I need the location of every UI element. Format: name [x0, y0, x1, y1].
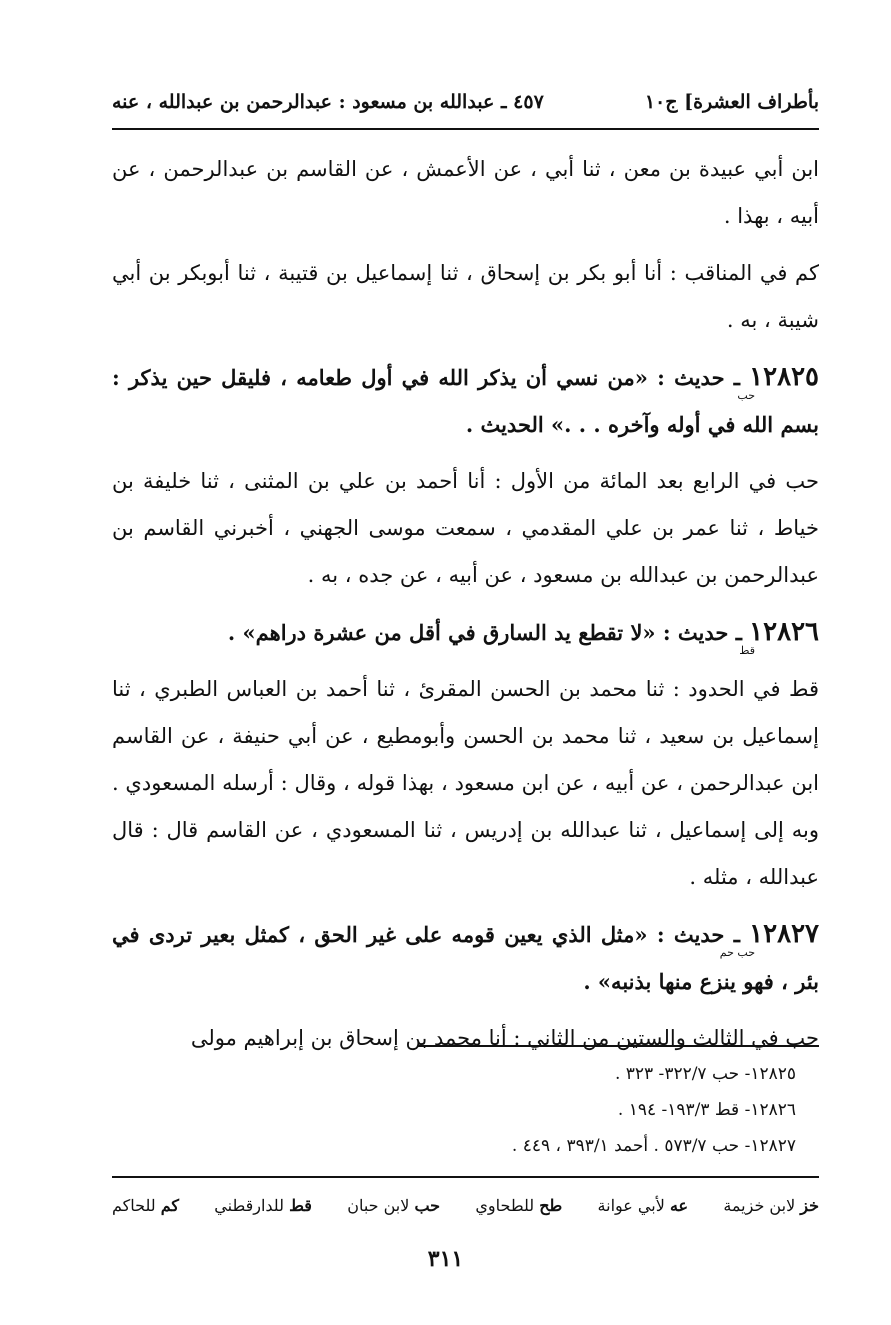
- entry-text: ـ حديث : «من نسي أن يذكر الله في أول طعامه ، فليقل حين يذكر : بسم الله في أوله وآخره . . .» الحديث .: [112, 365, 819, 437]
- entry-body: حب في الثالث والستين من الثاني : أنا محمد بن إسحاق بن إبراهيم مولى: [190, 1026, 819, 1050]
- entry-body: حب في الرابع بعد المائة من الأول : أنا أحمد بن علي بن المثنى ، ثنا خليفة بن خياط ، ثنا عمر بن علي المقدمي ، سمعت موسى الجهني ، أخبرني القاسم بن عبدالرحمن بن عبدالله بن مسعود ، عن أبيه ، عن جده ، به .: [112, 469, 819, 587]
- footnotes: [112, 1056, 796, 1164]
- entry-number: ١٢٨٢٧: [749, 919, 819, 949]
- legend-divider: [112, 1176, 819, 1178]
- legend-item: [214, 1196, 312, 1215]
- legend-name: للطحاوي: [475, 1195, 535, 1215]
- main-text: [112, 146, 819, 1072]
- entry-sigla: قط: [739, 644, 755, 657]
- running-header: [112, 84, 819, 120]
- header-divider: [112, 128, 819, 130]
- abbreviation-legend: [112, 1190, 819, 1220]
- legend-code: قط: [289, 1195, 312, 1215]
- hadith-entry-12825: [112, 354, 819, 448]
- legend-name: للحاكم: [112, 1195, 156, 1215]
- hadith-entry-12826: [112, 609, 819, 656]
- legend-item: [347, 1196, 440, 1215]
- header-book-title: بأطراف العشرة] ج١٠: [644, 91, 819, 113]
- footnote-divider: [418, 1045, 819, 1047]
- legend-name: لابن خزيمة: [723, 1195, 796, 1215]
- legend-item: [598, 1196, 689, 1215]
- legend-item: [723, 1196, 819, 1215]
- entry-number: ١٢٨٢٥: [749, 362, 819, 392]
- entry-text: ـ حديث : «لا تقطع يد السارق في أقل من عشرة دراهم» .: [227, 620, 742, 645]
- legend-name: لابن حبان: [347, 1195, 410, 1215]
- entry-text: ـ حديث : «مثل الذي يعين قومه على غير الحق ، كمثل بعير تردى في بئر ، فهو ينزع منها بذنبه» .: [112, 922, 819, 994]
- hadith-entry-12827: [112, 911, 819, 1005]
- legend-code: حب: [414, 1195, 441, 1215]
- legend-code: طح: [539, 1195, 563, 1215]
- page-number: ٣١١: [427, 1246, 464, 1272]
- legend-name: لأبي عوانة: [597, 1195, 665, 1215]
- entry-sigla: حب حم: [719, 946, 755, 959]
- entry-body: قط في الحدود : ثنا محمد بن الحسن المقرئ ، ثنا أحمد بن العباس الطبري ، ثنا إسماعيل بن سعيد ، ثنا محمد بن الحسن وأبومطيع ، عن أبي حنيفة ، عن القاسم ابن عبدالرحمن ، عن أبيه ، عن ابن مسعود ، بهذا قوله ، وقال : أرسله المسعودي . وبه إلى إسماعيل ، ثنا عبدالله بن إدريس ، ثنا المسعودي ، عن القاسم قال : قال عبدالله ، مثله .: [112, 677, 819, 889]
- legend-code: خز: [800, 1195, 819, 1215]
- legend-code: عه: [669, 1195, 689, 1215]
- paragraph: ابن أبي عبيدة بن معن ، ثنا أبي ، عن الأعمش ، عن القاسم بن عبدالرحمن ، عن أبيه ، بهذا .: [112, 157, 819, 228]
- header-section-title: ٤٥٧ ـ عبدالله بن مسعود : عبدالرحمن بن عبدالله ، عنه: [112, 91, 544, 113]
- entry-number: ١٢٨٢٦: [749, 617, 819, 647]
- footnote: ١٢٨٢٥- حب ٣٢٢/٧- ٣٢٣ .: [614, 1064, 796, 1084]
- footnote: ١٢٨٢٧- حب ٥٧٣/٧ . أحمد ٣٩٣/١ ، ٤٤٩ .: [511, 1136, 796, 1156]
- entry-sigla: حب: [737, 389, 755, 402]
- legend-name: للدارقطني: [214, 1195, 284, 1215]
- paragraph: كم في المناقب : أنا أبو بكر بن إسحاق ، ثنا إسماعيل بن قتيبة ، ثنا أبوبكر بن أبي شيبة ، به .: [112, 261, 819, 332]
- footnote: ١٢٨٢٦- قط ١٩٣/٣- ١٩٤ .: [617, 1100, 796, 1120]
- legend-item: [112, 1196, 179, 1215]
- legend-item: [475, 1196, 562, 1215]
- legend-code: كم: [160, 1195, 179, 1215]
